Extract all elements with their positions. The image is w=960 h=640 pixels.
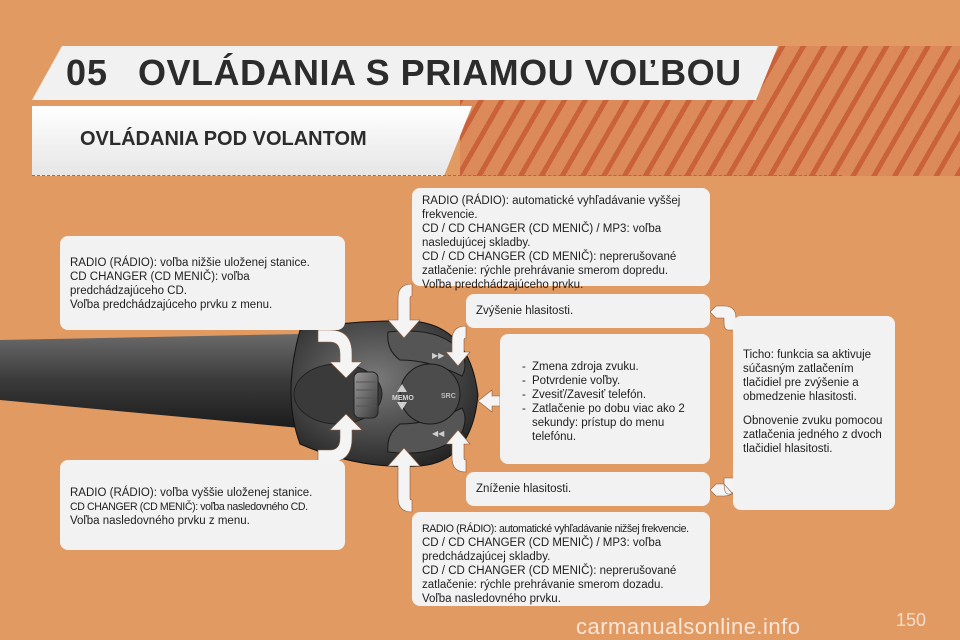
list-item: - Zatlačenie po dobu viac ako 2 sekundy: prístup do menu telefónu. (522, 402, 700, 444)
box-line: CD / CD CHANGER (CD MENIČ): neprerušované zatlačenie: rýchle prehrávanie smerom dozadu. (422, 565, 677, 591)
page-subtitle: OVLÁDANIA POD VOLANTOM (80, 128, 367, 150)
box-line: RADIO (RÁDIO): voľba vyššie uloženej stanice. (70, 487, 313, 499)
info-box-source (500, 334, 710, 464)
info-box-seek-down (412, 512, 710, 606)
box-line: Zníženie hlasitosti. (476, 483, 572, 495)
info-box-seek-up (412, 188, 710, 291)
box-line: RADIO (RÁDIO): automatické vyhľadávanie nižšej frekvencie. (422, 523, 689, 535)
info-box-prev-station (60, 236, 345, 330)
stalk-arm (0, 334, 330, 428)
box-line: Voľba predchádzajúceho prvku. (422, 279, 584, 291)
info-box-next-station (60, 460, 345, 550)
box-line: Voľba nasledovného prvku z menu. (70, 515, 250, 527)
info-box-volume-up (466, 294, 710, 328)
box-line: Obnovenie zvuku pomocou zatlačenia jedného z dvoch tlačidiel hlasitosti. (743, 415, 883, 455)
info-box-mute (733, 316, 895, 510)
box-line: CD / CD CHANGER (CD MENIČ) / MP3: voľba predchádzajúcej skladby. (422, 537, 662, 563)
info-box-volume-down (466, 472, 710, 506)
box-line: Zvýšenie hlasitosti. (476, 305, 574, 317)
arrow-to-src (478, 390, 500, 412)
prev-symbol: ◀◀ (432, 429, 445, 438)
next-symbol: ▶▶ (432, 351, 445, 360)
box-line: CD CHANGER (CD MENIČ): voľba nasledovného CD. (70, 501, 308, 513)
box-line: CD / CD CHANGER (CD MENIČ) / MP3: voľba nasledujúcej skladby. (422, 223, 662, 249)
memo-label: MEMO (392, 395, 414, 402)
list-item: - Potvrdenie voľby. (522, 374, 700, 388)
box-line: RADIO (RÁDIO): automatické vyhľadávanie vyššej frekvencie. (422, 195, 681, 221)
page-number: 150 (896, 610, 927, 630)
box-line: Ticho: funkcia sa aktivuje súčasným zatlačením tlačidiel pre zvýšenie a obmedzenie hlasitosti. (743, 349, 872, 403)
src-label: SRC (441, 393, 456, 400)
thumb-wheel (354, 372, 378, 418)
section-number: 05 (66, 52, 109, 93)
box-line: Voľba predchádzajúceho prvku z menu. (70, 299, 273, 311)
list-item: - Zmena zdroja zvuku. (522, 360, 700, 374)
page-title: OVLÁDANIA S PRIAMOU VOĽBOU (138, 52, 742, 93)
list-item: - Zvesiť/Zavesiť telefón. (522, 388, 700, 402)
box-line: CD / CD CHANGER (CD MENIČ): neprerušované zatlačenie: rýchle prehrávanie smerom dopredu. (422, 251, 677, 277)
box-line: Voľba nasledovného prvku. (422, 593, 561, 605)
watermark: carmanualsonline.info (576, 614, 801, 639)
box-line: RADIO (RÁDIO): voľba nižšie uloženej stanice. (70, 257, 310, 269)
box-line: CD CHANGER (CD MENIČ): voľba predchádzajúceho CD. (70, 271, 250, 297)
